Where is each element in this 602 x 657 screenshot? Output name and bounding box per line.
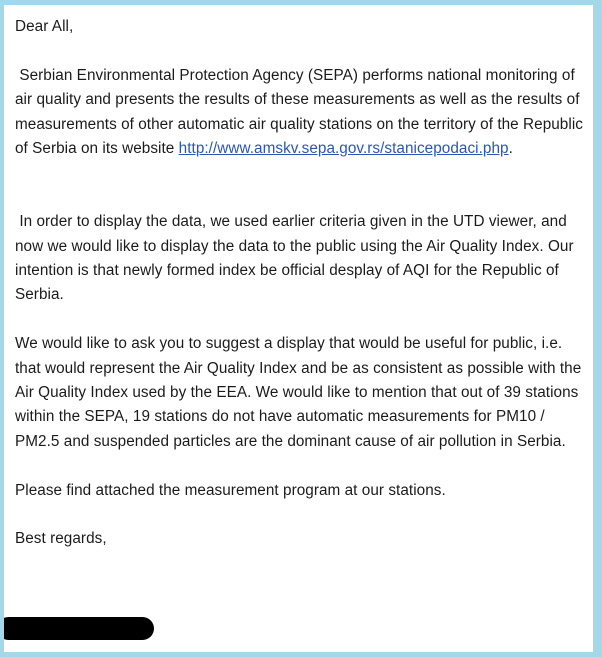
- paragraph-request-display: We would like to ask you to suggest a display that would be useful for public, i.e. that would represent the Air Quality Index and be as consistent as possible with the Air Quality Index used by the EEA. We would like to mention that out of 39 stations within the SEPA, 19 stations do not have automatic measurements for PM10 / PM2.5 and suspended particles are the dominant cause of air pollution in Serbia.: [15, 335, 585, 450]
- paragraph-spacer-large: [15, 161, 585, 210]
- paragraph-spacer: [15, 308, 585, 332]
- paragraph-spacer: [15, 39, 585, 63]
- salutation-text: Dear All,: [15, 18, 74, 35]
- sepa-website-link[interactable]: http://www.amskv.sepa.gov.rs/stanicepodaci.php: [178, 140, 509, 158]
- paragraph-text-after-link: .: [508, 140, 513, 158]
- paragraph-sepa-intro: [15, 64, 588, 162]
- paragraph-text-before-link: Serbian Environmental Protection Agency (SEPA) performs national monitoring of air quality and presents the results of these measurements as well as the results of measurements of other automatic air quality stations on the territory of the Republic of Serbia on its website: [15, 66, 588, 158]
- paragraph-spacer: [15, 454, 585, 478]
- paragraph-aqi-intention: In order to display the data, we used earlier criteria given in the UTD viewer, and now we would like to display the data to the public using the Air Quality Index. Our intention is that newly formed index be official desplay of AQI for the Republic of Serbia.: [15, 213, 578, 304]
- paragraph-spacer: [15, 503, 585, 527]
- redacted-signature-bar: [0, 617, 154, 640]
- closing-text: Best regards,: [15, 530, 107, 548]
- message-body[interactable]: [4, 5, 593, 652]
- paragraph-attachment-note: Please find attached the measurement program at our stations.: [15, 481, 446, 499]
